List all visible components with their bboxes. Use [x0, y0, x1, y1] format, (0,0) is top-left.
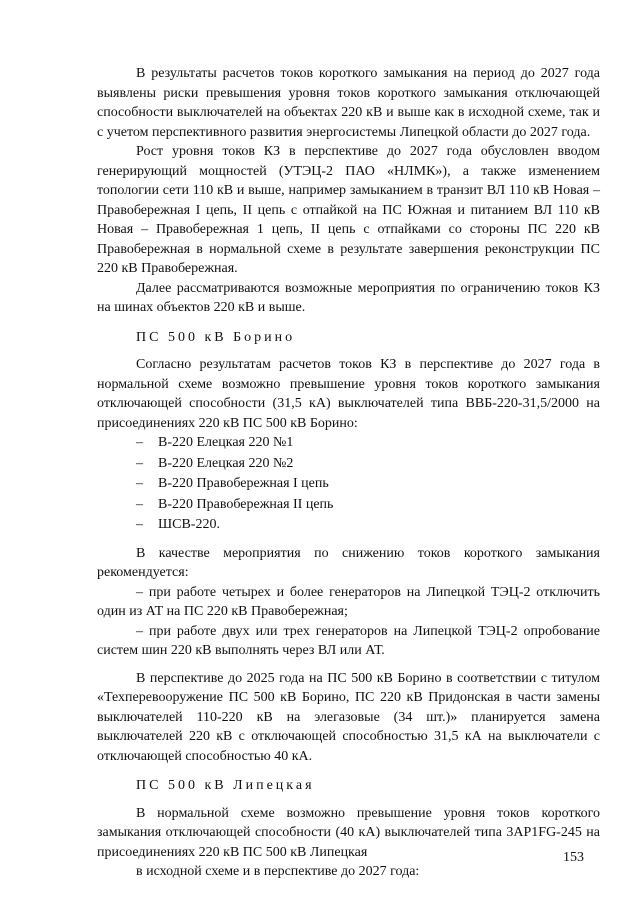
paragraph-measure-1: – при работе четырех и более генераторов на Липецкой ТЭЦ-2 отключить один из АТ на ПС 220 кВ Правобережная; — [97, 584, 600, 619]
paragraph-lipetsk-scope: в исходной схеме и в перспективе до 2027 года: — [136, 864, 420, 879]
list-item: – ШСВ-220. — [136, 515, 600, 536]
list-item: – В-220 Елецкая 220 №2 — [136, 454, 600, 475]
paragraph-measure-2: – при работе двух или трех генераторов на Липецкой ТЭЦ-2 опробование систем шин 220 кВ выполнять через ВЛ или АТ. — [97, 623, 600, 658]
page-number: 153 — [563, 850, 584, 865]
paragraph-results: В результаты расчетов токов короткого замыкания на период до 2027 года выявлены риски превышения уровня токов короткого замыкания отключающей способности выключателей на объектах 220 кВ и выше как в исходной схеме, так и с учетом перспективного развития энергосистемы Липецкой области до 2027 года. — [97, 66, 600, 140]
paragraph-measures-intro: Далее рассматриваются возможные мероприятия по ограничению токов КЗ на шинах объектов 220 кВ и выше. — [97, 280, 600, 315]
paragraph-recommendation: В качестве мероприятия по снижению токов короткого замыкания рекомендуется: — [97, 545, 600, 580]
paragraph-borino-calc: Согласно результатам расчетов токов КЗ в перспективе до 2027 года в нормальной схеме возможно превышение уровня токов короткого замыкания отключающей способности (31,5 кА) выключателей типа ВВБ-220-31,5/2000 на присоединениях 220 кВ ПС 500 кВ Борино: — [97, 357, 600, 431]
section-heading-borino: ПС 500 кВ Борино — [136, 329, 296, 345]
paragraph-growth: Рост уровня токов КЗ в перспективе до 2027 года обусловлен вводом генерирующий мощностей (УТЭЦ-2 ПАО «НЛМК»), а также изменением топологии сети 110 кВ и выше, например замыканием в транзит ВЛ 110 кВ Новая – Правобережная I цепь, II цепь с отпайкой на ПС Южная и питанием ВЛ 110 кВ Новая – Правобережная 1 цепь, II цепь с отпайками со стороны ПС 220 кВ Правобережная в нормальной схеме в результате завершения реконструкции ПС 220 кВ Правобережная. — [97, 144, 600, 276]
breaker-list-borino — [97, 433, 600, 536]
section-heading-lipetsk: ПС 500 кВ Липецкая — [136, 778, 315, 793]
paragraph-retrofit: В перспективе до 2025 года на ПС 500 кВ Борино в соответствии с титулом «Техперевооружение ПС 500 кВ Борино, ПС 220 кВ Придонская в части замены выключателей 110-220 кВ на элегазовые (34 шт.)» планируется замена выключателей 220 кВ с отключающей способностью 31,5 кА на выключатели с отключающей способностью 40 кА. — [97, 670, 600, 764]
page-body — [97, 64, 600, 882]
list-item: – В-220 Правобережная I цепь — [136, 474, 600, 495]
paragraph-lipetsk-calc: В нормальной схеме возможно превышение уровня токов короткого замыкания отключающей способности (40 кА) выключателей типа 3AP1FG-245 на присоединениях 220 кВ ПС 500 кВ Липецкая — [97, 805, 600, 860]
list-item: – В-220 Правобережная II цепь — [136, 495, 600, 516]
list-item: – В-220 Елецкая 220 №1 — [136, 433, 600, 454]
